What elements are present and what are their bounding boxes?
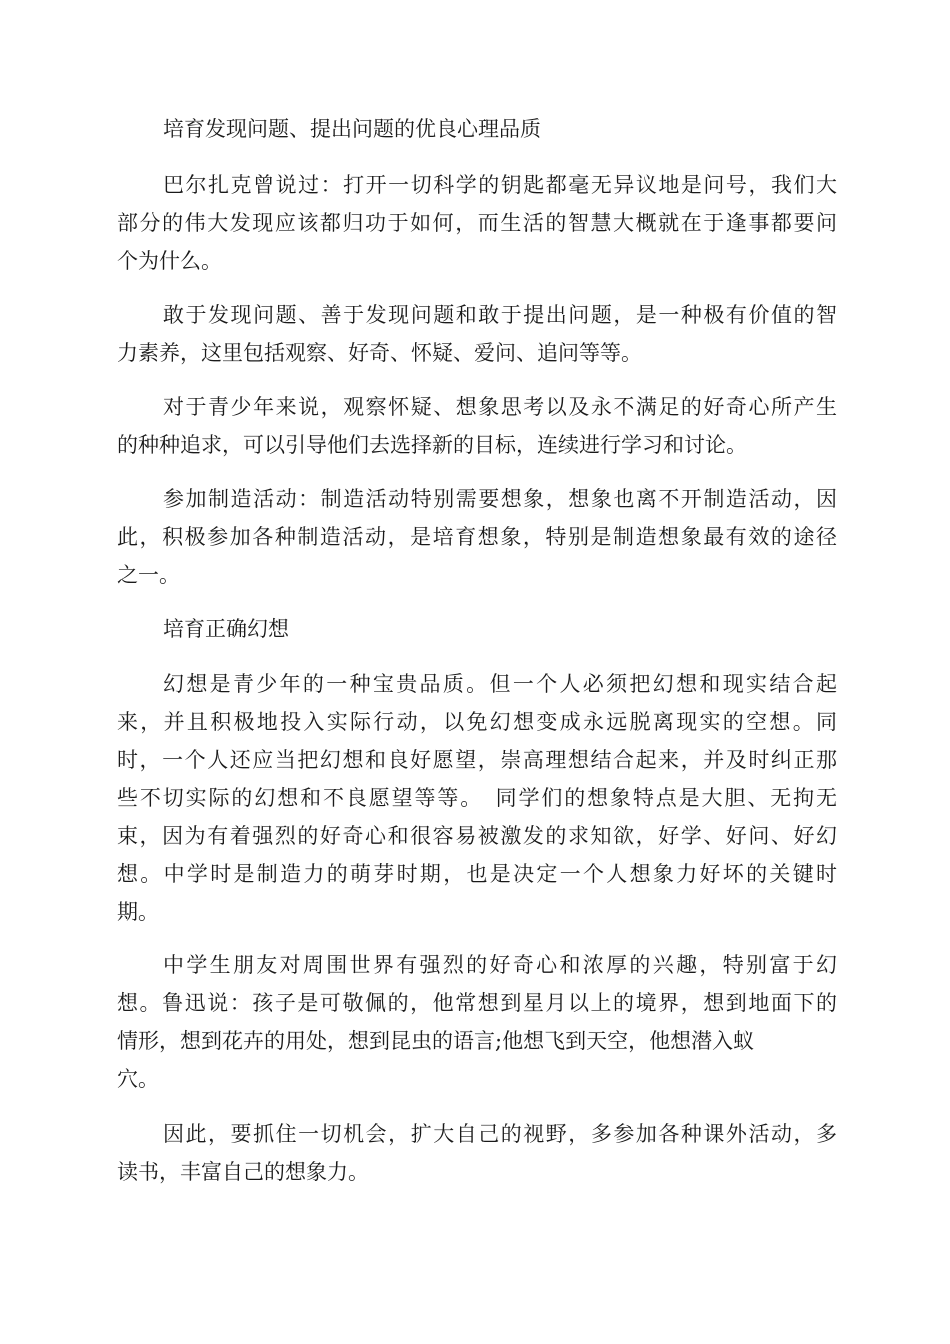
section-heading-questions: 培育发现问题、提出问题的优良心理品质 bbox=[163, 117, 541, 141]
paragraph-line: 个为什么。 bbox=[117, 249, 222, 273]
paragraph-line: 读书，丰富自己的想象力。 bbox=[117, 1160, 369, 1184]
paragraph-line: 此，积极参加各种制造活动，是培育想象，特别是制造想象最有效的途径 bbox=[117, 525, 837, 549]
paragraph-line: 部分的伟大发现应该都归功于如何，而生活的智慧大概就在于逢事都要问 bbox=[117, 211, 837, 235]
paragraph-line: 想。鲁迅说：孩子是可敬佩的，他常想到星月以上的境界，想到地面下的 bbox=[117, 991, 837, 1015]
paragraph-line: 之一。 bbox=[117, 563, 180, 587]
paragraph-line: 情形，想到花卉的用处，想到昆虫的语言;他想飞到天空，他想潜入蚁 bbox=[117, 1029, 755, 1053]
paragraph-line: 些不切实际的幻想和不良愿望等等。 同学们的想象特点是大胆、无拘无 bbox=[117, 786, 837, 810]
paragraph-line: 来，并且积极地投入实际行动，以免幻想变成永远脱离现实的空想。同 bbox=[117, 710, 837, 734]
paragraph-line: 敢于发现问题、善于发现问题和敢于提出问题，是一种极有价值的智 bbox=[163, 303, 837, 327]
paragraph-line: 穴。 bbox=[117, 1067, 159, 1091]
paragraph-line: 时，一个人还应当把幻想和良好愿望，崇高理想结合起来，并及时纠正那 bbox=[117, 748, 837, 772]
paragraph-line: 参加制造活动：制造活动特别需要想象，想象也离不开制造活动，因 bbox=[163, 487, 837, 511]
paragraph-line: 巴尔扎克曾说过：打开一切科学的钥匙都毫无异议地是问号，我们大 bbox=[163, 173, 837, 197]
paragraph-line: 对于青少年来说，观察怀疑、想象思考以及永不满足的好奇心所产生 bbox=[163, 395, 837, 419]
paragraph-line: 想。中学时是制造力的萌芽时期，也是决定一个人想象力好坏的关键时 bbox=[117, 862, 837, 886]
paragraph-line: 的种种追求，可以引导他们去选择新的目标，连续进行学习和讨论。 bbox=[117, 433, 747, 457]
paragraph-line: 力素养，这里包括观察、好奇、怀疑、爱问、追问等等。 bbox=[117, 341, 642, 365]
paragraph-line: 中学生朋友对周围世界有强烈的好奇心和浓厚的兴趣，特别富于幻 bbox=[163, 953, 837, 977]
section-heading-fantasy: 培育正确幻想 bbox=[163, 617, 289, 641]
paragraph-line: 因此，要抓住一切机会，扩大自己的视野，多参加各种课外活动，多 bbox=[163, 1122, 837, 1146]
paragraph-line: 幻想是青少年的一种宝贵品质。但一个人必须把幻想和现实结合起 bbox=[163, 672, 837, 696]
paragraph-line: 束，因为有着强烈的好奇心和很容易被激发的求知欲，好学、好问、好幻 bbox=[117, 824, 837, 848]
paragraph-line: 期。 bbox=[117, 900, 159, 924]
